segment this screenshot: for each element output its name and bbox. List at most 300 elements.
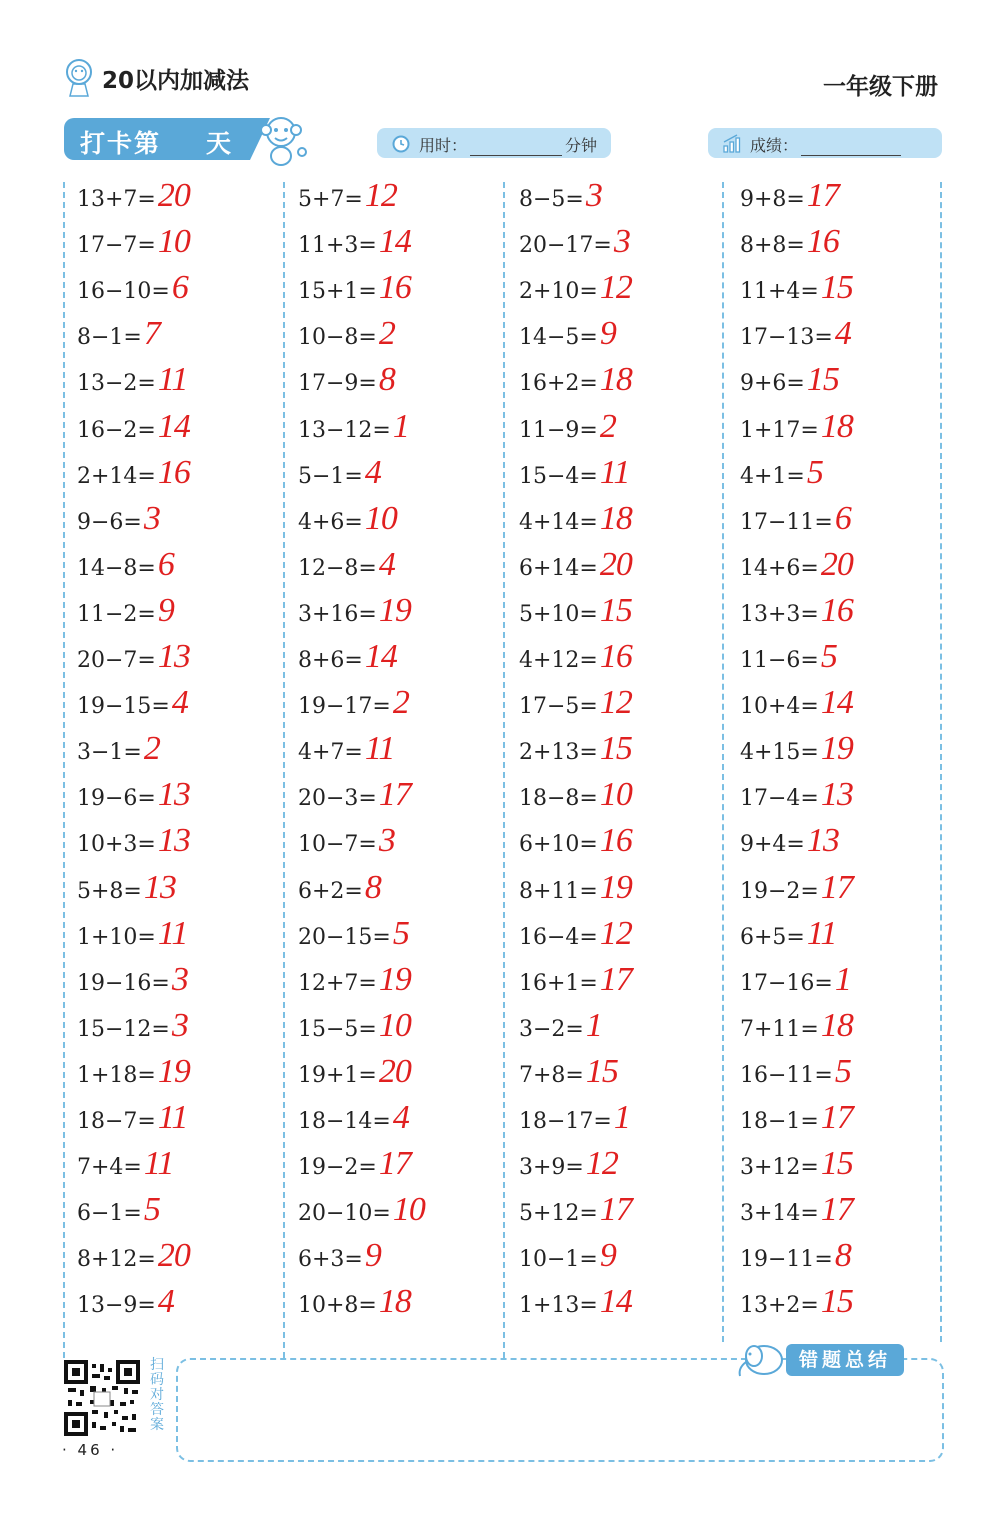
problem-equation: 10−1= <box>519 1247 598 1273</box>
problem-row <box>519 961 632 1007</box>
handwritten-answer[interactable]: 13 <box>820 776 853 814</box>
score-blank[interactable] <box>801 141 901 156</box>
problem-row <box>519 638 632 684</box>
problem-row <box>298 500 397 546</box>
problem-row <box>77 546 174 592</box>
problem-row <box>519 1099 630 1145</box>
problem-row <box>519 915 632 961</box>
header-left <box>62 58 249 98</box>
problem-equation: 4+7= <box>298 740 363 766</box>
handwritten-answer[interactable]: 15 <box>599 730 632 768</box>
checkin-bar <box>64 118 250 160</box>
problem-equation: 17−9= <box>298 371 377 397</box>
handwritten-answer[interactable]: 12 <box>585 1145 618 1183</box>
handwritten-answer[interactable]: 3 <box>171 960 188 998</box>
problem-equation: 3+12= <box>740 1155 819 1181</box>
problem-equation: 20−15= <box>298 924 391 950</box>
handwritten-answer[interactable]: 6 <box>171 269 188 307</box>
problem-equation: 1+13= <box>519 1293 598 1319</box>
problem-row <box>519 869 632 915</box>
handwritten-answer[interactable]: 16 <box>378 269 411 307</box>
problem-equation: 12+7= <box>298 970 377 996</box>
problem-equation: 12−8= <box>298 555 377 581</box>
handwritten-answer[interactable]: 13 <box>157 776 190 814</box>
handwritten-answer[interactable]: 3 <box>585 177 602 214</box>
problem-row <box>740 822 839 868</box>
column-divider <box>940 182 942 1342</box>
score-label: 成绩： <box>750 136 799 155</box>
problem-row <box>740 223 839 269</box>
elephant-icon <box>732 1338 788 1382</box>
problem-equation: 18−14= <box>298 1109 391 1134</box>
problem-row <box>77 1237 190 1283</box>
problem-row <box>740 361 839 407</box>
handwritten-answer[interactable]: 10 <box>378 1006 411 1044</box>
problem-row <box>77 1191 160 1237</box>
problem-row <box>519 1145 618 1191</box>
handwritten-answer[interactable]: 9 <box>364 1237 381 1275</box>
handwritten-answer[interactable]: 9 <box>599 1237 616 1275</box>
problem-row <box>298 684 409 730</box>
problem-equation: 20−10= <box>298 1201 391 1227</box>
handwritten-answer[interactable]: 17 <box>820 868 853 906</box>
problem-equation: 17−7= <box>77 233 156 259</box>
problem-equation: 8+8= <box>740 233 805 259</box>
handwritten-answer[interactable]: 2 <box>143 730 160 768</box>
problem-row <box>519 776 632 822</box>
problem-equation: 4+14= <box>519 509 598 535</box>
handwritten-answer[interactable]: 4 <box>378 545 395 583</box>
problem-row <box>740 915 836 961</box>
handwritten-answer[interactable]: 15 <box>820 1145 853 1183</box>
handwritten-answer[interactable]: 10 <box>599 776 632 814</box>
problem-row <box>298 1283 411 1329</box>
problem-row <box>77 869 176 915</box>
problem-equation: 15+1= <box>298 279 377 305</box>
column-divider <box>63 182 65 1358</box>
problem-row <box>298 1237 381 1283</box>
problem-row <box>77 822 190 868</box>
problem-row <box>298 776 411 822</box>
problem-row <box>740 500 851 546</box>
handwritten-answer[interactable]: 11 <box>143 1145 174 1183</box>
time-field[interactable] <box>377 128 611 158</box>
problem-row <box>298 269 411 315</box>
handwritten-answer[interactable]: 15 <box>599 591 632 629</box>
handwritten-answer[interactable]: 1 <box>613 1099 630 1136</box>
problem-equation: 8−1= <box>77 325 142 351</box>
score-field[interactable] <box>708 128 942 158</box>
problem-equation: 13+7= <box>77 187 156 212</box>
problem-equation: 18−8= <box>519 786 598 812</box>
problem-row <box>77 269 188 315</box>
handwritten-answer[interactable]: 14 <box>599 1283 632 1321</box>
problem-row <box>519 822 632 868</box>
handwritten-answer[interactable]: 1 <box>392 407 409 445</box>
problem-equation: 18−7= <box>77 1109 156 1134</box>
handwritten-answer[interactable]: 10 <box>392 1191 425 1229</box>
column-divider <box>283 182 285 1358</box>
problem-equation: 8+6= <box>298 648 363 673</box>
handwritten-answer[interactable]: 19 <box>378 960 411 998</box>
problem-equation: 7+4= <box>77 1155 142 1181</box>
problem-equation: 15−5= <box>298 1016 377 1042</box>
handwritten-answer[interactable]: 18 <box>820 407 853 445</box>
problem-equation: 16−2= <box>77 417 156 443</box>
problem-row <box>298 638 397 684</box>
problem-row <box>77 730 160 776</box>
problem-equation: 6−1= <box>77 1201 142 1227</box>
problem-equation: 1+18= <box>77 1062 156 1088</box>
problem-row <box>740 315 851 361</box>
handwritten-answer[interactable]: 3 <box>171 1006 188 1044</box>
problem-equation: 20−7= <box>77 648 156 673</box>
handwritten-answer[interactable]: 14 <box>820 684 853 722</box>
handwritten-answer[interactable]: 15 <box>806 361 839 399</box>
handwritten-answer[interactable]: 4 <box>834 315 851 353</box>
problem-equation: 5+8= <box>77 878 142 904</box>
handwritten-answer[interactable]: 5 <box>392 914 409 952</box>
problem-equation: 13−12= <box>298 417 391 443</box>
problem-equation: 3−2= <box>519 1016 584 1042</box>
handwritten-answer[interactable]: 4 <box>171 684 188 722</box>
handwritten-answer[interactable]: 2 <box>599 407 616 445</box>
problem-equation: 17−5= <box>519 694 598 720</box>
problem-row <box>298 961 411 1007</box>
problem-equation: 9+8= <box>740 187 805 212</box>
handwritten-answer[interactable]: 12 <box>364 177 397 214</box>
page-number: · 46 · <box>62 1441 119 1459</box>
problem-row <box>298 730 394 776</box>
problem-row <box>740 269 853 315</box>
problem-equation: 5−1= <box>298 463 363 489</box>
problem-equation: 5+10= <box>519 601 598 627</box>
problem-row <box>519 315 616 361</box>
handwritten-answer[interactable]: 18 <box>599 361 632 399</box>
problem-row <box>298 454 381 500</box>
problem-row <box>740 1237 851 1283</box>
problem-row <box>298 223 411 269</box>
handwritten-answer[interactable]: 4 <box>364 453 381 491</box>
handwritten-answer[interactable]: 15 <box>820 269 853 307</box>
problem-equation: 5+12= <box>519 1201 598 1227</box>
problem-equation: 16−10= <box>77 279 170 305</box>
handwritten-answer[interactable]: 14 <box>157 407 190 445</box>
handwritten-answer[interactable]: 12 <box>599 914 632 952</box>
handwritten-answer[interactable]: 20 <box>599 545 632 583</box>
problem-equation: 13+3= <box>740 601 819 627</box>
handwritten-answer[interactable]: 7 <box>143 315 160 353</box>
handwritten-answer[interactable]: 17 <box>378 1145 411 1183</box>
problem-row <box>77 638 190 684</box>
handwritten-answer[interactable]: 20 <box>157 177 190 214</box>
problem-row <box>77 408 190 454</box>
problem-row <box>298 869 381 915</box>
handwritten-answer[interactable]: 9 <box>599 315 616 353</box>
problem-equation: 13+2= <box>740 1293 819 1319</box>
problem-row <box>519 684 632 730</box>
handwritten-answer[interactable]: 17 <box>806 177 839 214</box>
handwritten-answer[interactable]: 9 <box>157 591 174 629</box>
problem-equation: 15−4= <box>519 463 598 489</box>
handwritten-answer[interactable]: 3 <box>143 499 160 537</box>
time-blank[interactable] <box>470 141 562 156</box>
problem-row <box>298 915 409 961</box>
handwritten-answer[interactable]: 19 <box>599 868 632 906</box>
problem-equation: 8−5= <box>519 187 584 212</box>
checkin-day-suffix: 天 <box>206 129 232 158</box>
problem-equation: 19−6= <box>77 786 156 812</box>
handwritten-answer[interactable]: 16 <box>806 223 839 261</box>
handwritten-answer[interactable]: 2 <box>378 315 395 353</box>
problem-row <box>298 822 395 868</box>
problem-row <box>740 408 853 454</box>
handwritten-answer[interactable]: 13 <box>806 822 839 860</box>
handwritten-answer[interactable]: 17 <box>378 776 411 814</box>
handwritten-answer[interactable]: 19 <box>820 730 853 768</box>
problem-row <box>519 1007 602 1053</box>
problem-row <box>77 315 160 361</box>
problem-row <box>740 730 853 776</box>
problem-row <box>298 315 395 361</box>
problem-equation: 17−13= <box>740 325 833 351</box>
problem-row <box>77 1099 187 1145</box>
problem-equation: 18−17= <box>519 1109 612 1134</box>
problem-equation: 20−17= <box>519 233 612 259</box>
problem-equation: 7+8= <box>519 1062 584 1088</box>
problem-row <box>77 500 160 546</box>
handwritten-answer[interactable]: 11 <box>157 914 188 952</box>
problem-equation: 19+1= <box>298 1062 377 1088</box>
handwritten-answer[interactable]: 3 <box>613 223 630 261</box>
handwritten-answer[interactable]: 3 <box>378 822 395 860</box>
problem-equation: 17−4= <box>740 786 819 812</box>
problem-row <box>740 592 853 638</box>
handwritten-answer[interactable]: 6 <box>157 545 174 583</box>
handwritten-answer[interactable]: 14 <box>364 638 397 675</box>
handwritten-answer[interactable]: 16 <box>157 453 190 491</box>
problem-equation: 11−6= <box>740 648 819 673</box>
problem-equation: 19−11= <box>740 1247 833 1273</box>
handwritten-answer[interactable]: 15 <box>820 1283 853 1321</box>
problem-equation: 1+17= <box>740 417 819 443</box>
problem-equation: 10+3= <box>77 832 156 858</box>
problem-equation: 3+9= <box>519 1155 584 1181</box>
handwritten-answer[interactable]: 18 <box>599 499 632 537</box>
qr-code[interactable] <box>64 1360 140 1436</box>
problem-row <box>77 915 187 961</box>
problem-row <box>740 776 853 822</box>
problem-row <box>519 730 632 776</box>
handwritten-answer[interactable]: 2 <box>392 684 409 722</box>
problem-row <box>298 546 395 592</box>
handwritten-answer[interactable]: 1 <box>585 1006 602 1044</box>
problem-equation: 10−7= <box>298 832 377 858</box>
handwritten-answer[interactable]: 11 <box>599 453 630 491</box>
problem-equation: 16+1= <box>519 970 598 996</box>
handwritten-answer[interactable]: 13 <box>157 638 190 675</box>
problem-row <box>77 454 190 500</box>
problem-equation: 8+12= <box>77 1247 156 1273</box>
handwritten-answer[interactable]: 8 <box>378 361 395 399</box>
problem-row <box>740 454 823 500</box>
problem-row <box>298 592 411 638</box>
handwritten-answer[interactable]: 11 <box>364 730 395 768</box>
problem-equation: 2+10= <box>519 279 598 305</box>
handwritten-answer[interactable]: 17 <box>599 1191 632 1229</box>
problem-row <box>77 961 188 1007</box>
problem-equation: 11+3= <box>298 233 377 259</box>
problem-equation: 9+6= <box>740 371 805 397</box>
handwritten-answer[interactable]: 5 <box>806 453 823 491</box>
handwritten-answer[interactable]: 8 <box>834 1237 851 1275</box>
handwritten-answer[interactable]: 1 <box>834 960 851 998</box>
handwritten-answer[interactable]: 20 <box>157 1237 190 1275</box>
problem-equation: 11−2= <box>77 601 156 627</box>
handwritten-answer[interactable]: 4 <box>392 1099 409 1136</box>
problem-equation: 13−9= <box>77 1293 156 1319</box>
handwritten-answer[interactable]: 17 <box>820 1099 853 1136</box>
problem-row <box>519 1191 632 1237</box>
problem-equation: 19−16= <box>77 970 170 996</box>
problem-row <box>77 177 190 223</box>
handwritten-answer[interactable]: 13 <box>143 868 176 906</box>
problem-row <box>298 1145 411 1191</box>
problem-row <box>740 1007 853 1053</box>
problem-row <box>740 1191 853 1237</box>
problem-equation: 11−9= <box>519 417 598 443</box>
problem-equation: 9+4= <box>740 832 805 858</box>
problem-equation: 14−5= <box>519 325 598 351</box>
problem-row <box>77 361 187 407</box>
problem-row <box>740 684 853 730</box>
problem-equation: 6+10= <box>519 832 598 858</box>
monkey-icon <box>252 110 310 168</box>
problem-equation: 3+16= <box>298 601 377 627</box>
problem-equation: 5+7= <box>298 187 363 212</box>
problem-equation: 10+4= <box>740 694 819 720</box>
problem-row <box>77 1283 174 1329</box>
handwritten-answer[interactable]: 18 <box>820 1006 853 1044</box>
problem-row <box>298 361 395 407</box>
problem-equation: 6+14= <box>519 555 598 581</box>
handwritten-answer[interactable]: 15 <box>585 1052 618 1090</box>
handwritten-answer[interactable]: 17 <box>820 1191 853 1229</box>
handwritten-answer[interactable]: 10 <box>157 223 190 261</box>
problem-equation: 17−16= <box>740 970 833 996</box>
problem-row <box>519 592 632 638</box>
problem-equation: 13−2= <box>77 371 156 397</box>
problem-equation: 4+1= <box>740 463 805 489</box>
handwritten-answer[interactable]: 5 <box>143 1191 160 1229</box>
problem-row <box>519 361 632 407</box>
problem-equation: 14−8= <box>77 555 156 581</box>
problem-row <box>77 684 188 730</box>
problem-equation: 17−11= <box>740 509 833 535</box>
problem-row <box>519 223 630 269</box>
handwritten-answer[interactable]: 20 <box>820 545 853 583</box>
column-divider <box>503 182 505 1358</box>
problem-row <box>519 1053 618 1099</box>
scan-hint: 扫码对答案 <box>150 1357 164 1433</box>
handwritten-answer[interactable]: 20 <box>378 1052 411 1090</box>
handwritten-answer[interactable]: 12 <box>599 684 632 722</box>
problem-row <box>298 408 409 454</box>
problem-row <box>77 776 190 822</box>
problem-row <box>298 177 397 223</box>
problem-row <box>740 546 853 592</box>
problem-row <box>740 638 837 684</box>
handwritten-answer[interactable]: 19 <box>157 1052 190 1090</box>
problem-row <box>298 1099 409 1145</box>
problem-row <box>740 1283 853 1329</box>
handwritten-answer[interactable]: 18 <box>378 1283 411 1321</box>
handwritten-answer[interactable]: 5 <box>834 1052 851 1090</box>
handwritten-answer[interactable]: 17 <box>599 960 632 998</box>
handwritten-answer[interactable]: 6 <box>834 499 851 537</box>
problem-equation: 2+14= <box>77 463 156 489</box>
time-unit: 分钟 <box>565 136 598 155</box>
handwritten-answer[interactable]: 10 <box>364 499 397 537</box>
problem-row <box>740 869 853 915</box>
problem-row <box>740 1053 851 1099</box>
handwritten-answer[interactable]: 14 <box>378 223 411 261</box>
problem-equation: 19−2= <box>298 1155 377 1181</box>
problem-row <box>519 454 629 500</box>
problem-equation: 4+6= <box>298 509 363 535</box>
handwritten-answer[interactable]: 11 <box>806 914 837 952</box>
problem-equation: 7+11= <box>740 1016 819 1042</box>
handwritten-answer[interactable]: 4 <box>157 1283 174 1321</box>
handwritten-answer[interactable]: 13 <box>157 822 190 860</box>
checkin-label: 打卡第 <box>80 129 162 158</box>
problem-equation: 11+4= <box>740 279 819 305</box>
problem-row <box>77 1053 190 1099</box>
problem-equation: 14+6= <box>740 555 819 581</box>
handwritten-answer[interactable]: 5 <box>820 638 837 675</box>
problem-equation: 1+10= <box>77 924 156 950</box>
clock-icon <box>391 133 411 153</box>
handwritten-answer[interactable]: 12 <box>599 269 632 307</box>
problem-equation: 10−8= <box>298 325 377 351</box>
problem-row <box>298 1053 411 1099</box>
problem-row <box>519 500 632 546</box>
problem-row <box>519 1283 632 1329</box>
mistake-summary-label: 错题总结 <box>786 1344 904 1376</box>
handwritten-answer[interactable]: 11 <box>157 361 188 399</box>
problem-row <box>519 546 632 592</box>
bar-chart-icon <box>722 133 742 153</box>
problem-row <box>740 177 839 223</box>
problem-equation: 16−11= <box>740 1062 833 1088</box>
time-label: 用时： <box>419 136 468 155</box>
handwritten-answer[interactable]: 16 <box>599 638 632 675</box>
problem-equation: 15−12= <box>77 1016 170 1042</box>
handwritten-answer[interactable]: 16 <box>599 822 632 860</box>
grade-label: 一年级下册 <box>823 74 938 100</box>
problem-equation: 10+8= <box>298 1293 377 1319</box>
handwritten-answer[interactable]: 16 <box>820 591 853 629</box>
problem-row <box>77 592 174 638</box>
handwritten-answer[interactable]: 11 <box>157 1099 188 1136</box>
column-divider <box>722 182 724 1342</box>
handwritten-answer[interactable]: 19 <box>378 591 411 629</box>
problem-equation: 6+2= <box>298 878 363 904</box>
problem-equation: 16−4= <box>519 924 598 950</box>
page-title: 20以内加减法 <box>102 67 250 94</box>
problem-equation: 9−6= <box>77 509 142 535</box>
handwritten-answer[interactable]: 8 <box>364 868 381 906</box>
